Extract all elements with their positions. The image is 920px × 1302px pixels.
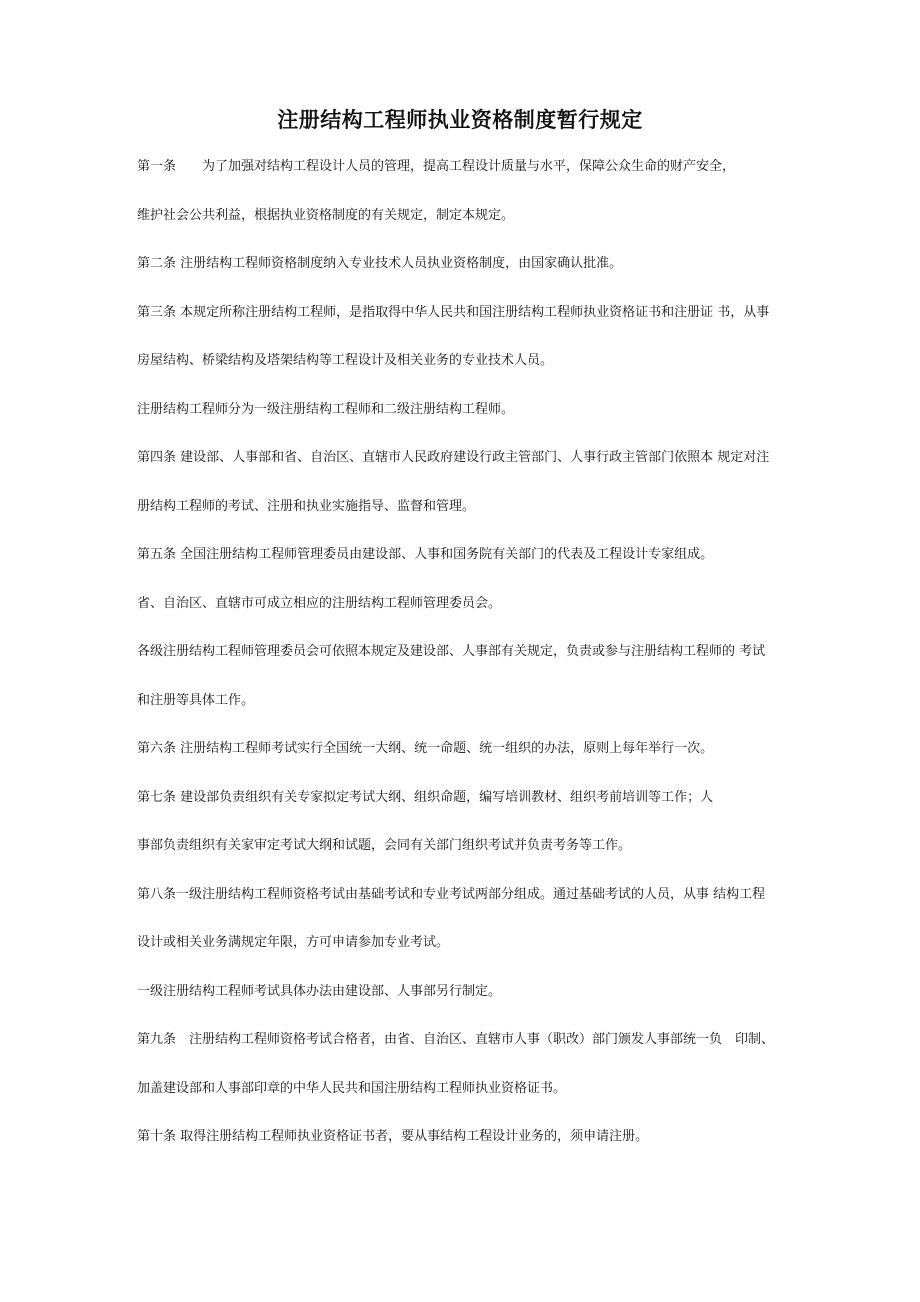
text-line: 事部负责组织有关家审定考试大纲和试题，会同有关部门组织考试并负责考务等工作。 — [137, 838, 632, 853]
text-line: 第七条 建设部负责组织有关专家拟定考试大纲、组织命题，编写培训教材、组织考前培训等工作；人 — [137, 789, 714, 805]
text-line: 册结构工程师的考试、注册和执业实施指导、监督和管理。 — [137, 498, 476, 514]
text-line: 注册结构工程师分为一级注册结构工程师和二级注册结构工程师。 — [137, 401, 515, 417]
text-line: 第六条 注册结构工程师考试实行全国统一大纲、统一命题、统一组织的办法，原则上每年举行一次。 — [137, 741, 714, 756]
text-line: 第一条 为了加强对结构工程设计人员的管理，提高工程设计质量与水平，保障公众生命的财产安全， — [137, 159, 736, 174]
document-body — [137, 155, 797, 1149]
text-line: 第五条 全国注册结构工程师管理委员由建设部、人事和国务院有关部门的代表及工程设计专家组成。 — [137, 547, 714, 562]
text-line: 第三条 本规定所称注册结构工程师，是指取得中华人民共和国注册结构工程师执业资格证书和注册证 书，从事 — [137, 304, 770, 320]
text-line: 省、自治区、直辖市可成立相应的注册结构工程师管理委员会。 — [137, 595, 502, 611]
text-line: 第九条 注册结构工程师资格考试合格者，由省、自治区、直辖市人事（职改）部门颁发人事部统一负 印制、 — [137, 1032, 775, 1047]
text-line: 第十条 取得注册结构工程师执业资格证书者，要从事结构工程设计业务的，须申请注册。 — [137, 1129, 649, 1144]
text-line: 房屋结构、桥梁结构及塔架结构等工程设计及相关业务的专业技术人员。 — [137, 353, 554, 368]
text-line: 和注册等具体工作。 — [137, 692, 255, 708]
text-line: 设计或相关业务满规定年限，方可申请参加专业考试。 — [137, 935, 450, 950]
text-line: 各级注册结构工程师管理委员会可依照本规定及建设部、人事部有关规定，负责或参与注册结构工程师的 考试 — [137, 644, 766, 659]
text-line: 第四条 建设部、人事部和省、自治区、直辖市人民政府建设行政主管部门、人事行政主管部门依照本 规定对注 — [137, 450, 770, 465]
text-line: 加盖建设部和人事部印章的中华人民共和国注册结构工程师执业资格证书。 — [137, 1080, 567, 1096]
text-line: 第二条 注册结构工程师资格制度纳入专业技术人员执业资格制度，由国家确认批准。 — [137, 256, 623, 271]
text-line: 一级注册结构工程师考试具体办法由建设部、人事部另行制定。 — [137, 983, 502, 999]
text-line: 第八条一级注册结构工程师资格考试由基础考试和专业考试两部分组成。通过基础考试的人员，从事 结构工程 — [137, 886, 766, 902]
document-title: 注册结构工程师执业资格制度暂行规定 — [277, 108, 643, 132]
text-line: 维护社会公共利益，根据执业资格制度的有关规定，制定本规定。 — [137, 207, 515, 223]
